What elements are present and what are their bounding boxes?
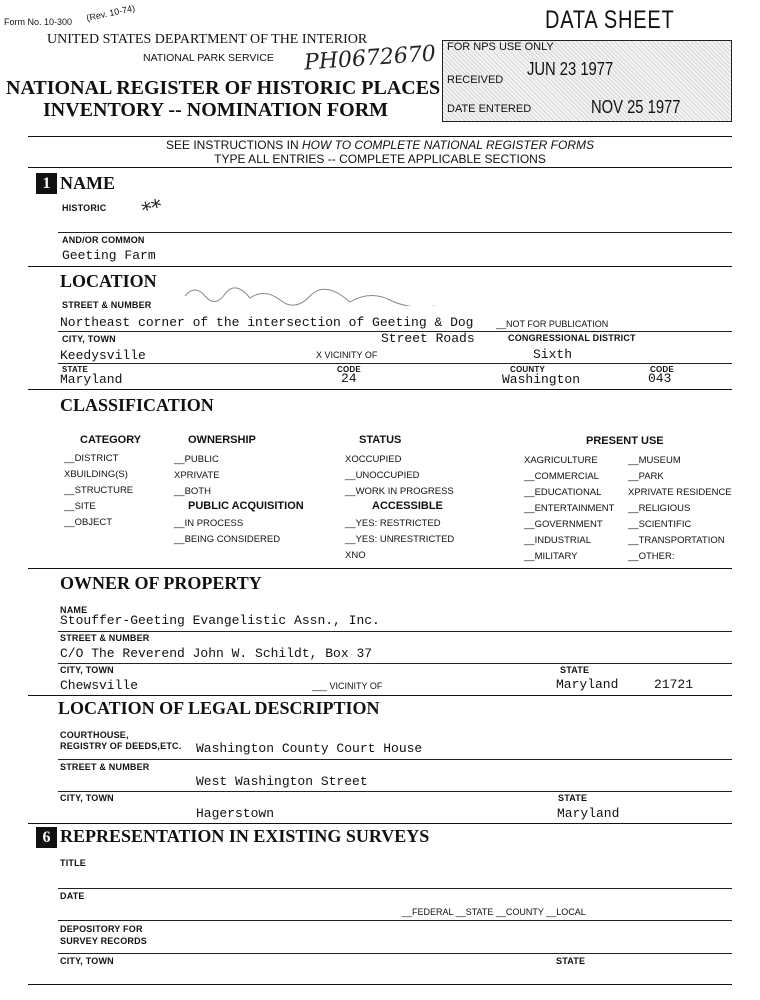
courthouse-label: COURTHOUSE, (60, 730, 129, 740)
instructions-line2: TYPE ALL ENTRIES -- COMPLETE APPLICABLE SECTIONS (214, 152, 546, 166)
section-6-badge: 6 (36, 827, 57, 848)
county-value: Washington (502, 372, 581, 387)
owner-street-value: C/O The Reverend John W. Schildt, Box 37 (60, 646, 373, 661)
location-vicinity: X VICINITY OF (316, 350, 378, 360)
legal-street-label: STREET & NUMBER (60, 762, 150, 772)
county-label: COUNTY (510, 365, 545, 374)
survey-state-label: STATE (556, 956, 586, 966)
survey-city-label: CITY, TOWN (60, 956, 114, 966)
legal-street-value: West Washington Street (196, 774, 368, 789)
status-item: __WORK IN PROGRESS (345, 486, 454, 497)
handwritten-id: PH0672670 (303, 41, 437, 76)
acquisition-item: __BEING CONSIDERED (174, 534, 281, 545)
form-title-line2: INVENTORY -- NOMINATION FORM (43, 99, 389, 121)
data-sheet-stamp: DATA SHEET (545, 6, 675, 34)
courthouse-value: Washington County Court House (196, 741, 423, 756)
park-service: NATIONAL PARK SERVICE (143, 52, 274, 64)
present-use-item: __MUSEUM (628, 455, 681, 466)
present-use-item: __COMMERCIAL (524, 471, 599, 482)
nps-use-box (442, 40, 732, 122)
historic-mark: ** (139, 193, 165, 223)
owner-street-label: STREET & NUMBER (60, 633, 150, 643)
owner-name-label: NAME (60, 605, 88, 615)
section-owner-title: OWNER OF PROPERTY (60, 573, 262, 593)
location-code-label: CODE (337, 365, 361, 374)
legal-city-label: CITY, TOWN (60, 793, 114, 803)
ownership-item: __PUBLIC (174, 454, 219, 465)
revision: (Rev. 10-74) (85, 2, 136, 24)
section-name-title: NAME (60, 173, 115, 193)
location-street-label: STREET & NUMBER (62, 300, 152, 310)
accessible-header: ACCESSIBLE (372, 500, 443, 512)
category-header: CATEGORY (80, 434, 142, 446)
legal-state-value: Maryland (557, 806, 620, 821)
common-name-value: Geeting Farm (62, 248, 156, 263)
county-code-value: 043 (648, 371, 672, 386)
category-item: XBUILDING(S) (64, 469, 128, 480)
location-street-value-2: Street Roads (381, 331, 475, 346)
depository-label: DEPOSITORY FOR (60, 924, 143, 934)
owner-zip-value: 21721 (654, 677, 694, 692)
present-use-item: __ENTERTAINMENT (524, 503, 615, 514)
present-use-item: __MILITARY (524, 551, 578, 562)
survey-records-label: SURVEY RECORDS (60, 936, 147, 946)
survey-title-label: TITLE (60, 858, 86, 868)
status-item: XOCCUPIED (345, 454, 402, 465)
received-stamp: JUN 23 1977 (527, 59, 614, 79)
instructions (0, 138, 760, 152)
not-for-publication: __NOT FOR PUBLICATION (496, 319, 609, 329)
location-code-value: 24 (341, 371, 357, 386)
accessible-item: __YES: RESTRICTED (345, 518, 441, 529)
section-legal-title: LOCATION OF LEGAL DESCRIPTION (58, 698, 380, 718)
historic-label: HISTORIC (62, 203, 107, 213)
present-use-header: PRESENT USE (586, 435, 664, 447)
present-use-item: XAGRICULTURE (524, 455, 598, 466)
county-code-label: CODE (650, 365, 674, 374)
ownership-header: OWNERSHIP (188, 434, 256, 446)
handwritten-scribble (180, 278, 440, 306)
category-item: __OBJECT (64, 517, 113, 528)
common-label: AND/OR COMMON (62, 235, 145, 245)
department: UNITED STATES DEPARTMENT OF THE INTERIOR (47, 32, 368, 47)
owner-name-value: Stouffer-Geeting Evangelistic Assn., Inc. (60, 613, 380, 628)
owner-city-value: Chewsville (60, 678, 139, 693)
present-use-item: __INDUSTRIAL (524, 535, 592, 546)
registry-label: REGISTRY OF DEEDS,ETC. (60, 741, 182, 751)
category-item: __STRUCTURE (64, 485, 134, 496)
acquisition-item: __IN PROCESS (174, 518, 244, 529)
section-surveys-title: REPRESENTATION IN EXISTING SURVEYS (60, 826, 430, 846)
form-number: Form No. 10-300 (4, 17, 73, 27)
owner-state-value: Maryland (556, 677, 619, 692)
present-use-item: __RELIGIOUS (628, 503, 691, 514)
survey-levels: __FEDERAL __STATE __COUNTY __LOCAL (402, 907, 586, 917)
form-title-line1: NATIONAL REGISTER OF HISTORIC PLACES (6, 77, 441, 99)
section-1-badge: 1 (36, 173, 57, 194)
instructions-prefix: SEE INSTRUCTIONS IN (165, 138, 302, 152)
present-use-item: __TRANSPORTATION (628, 535, 725, 546)
present-use-item: __OTHER: (628, 551, 675, 562)
entered-stamp: NOV 25 1977 (591, 97, 681, 117)
location-street-value: Northeast corner of the intersection of Geeting & Dog (60, 315, 474, 330)
present-use-item: XPRIVATE RESIDENCE (628, 487, 732, 498)
present-use-item: __SCIENTIFIC (628, 519, 692, 530)
owner-vicinity: ___ VICINITY OF (312, 681, 383, 691)
location-state-value: Maryland (60, 372, 123, 387)
category-item: __SITE (64, 501, 96, 512)
present-use-item: __GOVERNMENT (524, 519, 603, 530)
location-city-value: Keedysville (60, 348, 146, 363)
location-city-label: CITY, TOWN (62, 334, 116, 344)
present-use-item: __EDUCATIONAL (524, 487, 602, 498)
present-use-item: __PARK (628, 471, 664, 482)
owner-state-label: STATE (560, 665, 590, 675)
status-item: __UNOCCUPIED (345, 470, 420, 481)
instructions-italic: HOW TO COMPLETE NATIONAL REGISTER FORMS (301, 138, 595, 152)
legal-state-label: STATE (558, 793, 588, 803)
acquisition-header: PUBLIC ACQUISITION (188, 500, 304, 512)
accessible-item: XNO (345, 550, 366, 561)
congressional-label: CONGRESSIONAL DISTRICT (508, 333, 636, 343)
congressional-value: Sixth (533, 347, 573, 362)
section-classification-title: CLASSIFICATION (60, 395, 214, 415)
nps-label: FOR NPS USE ONLY (447, 41, 554, 53)
ownership-item: XPRIVATE (174, 470, 220, 481)
category-item: __DISTRICT (64, 453, 119, 464)
received-label: RECEIVED (447, 74, 504, 86)
section-location-title: LOCATION (60, 271, 157, 291)
legal-city-value: Hagerstown (196, 806, 275, 821)
survey-date-label: DATE (60, 891, 85, 901)
location-state-label: STATE (62, 365, 89, 374)
ownership-item: __BOTH (174, 486, 211, 497)
accessible-item: __YES: UNRESTRICTED (345, 534, 455, 545)
status-header: STATUS (359, 434, 402, 446)
entered-label: DATE ENTERED (447, 103, 532, 115)
owner-city-label: CITY, TOWN (60, 665, 114, 675)
